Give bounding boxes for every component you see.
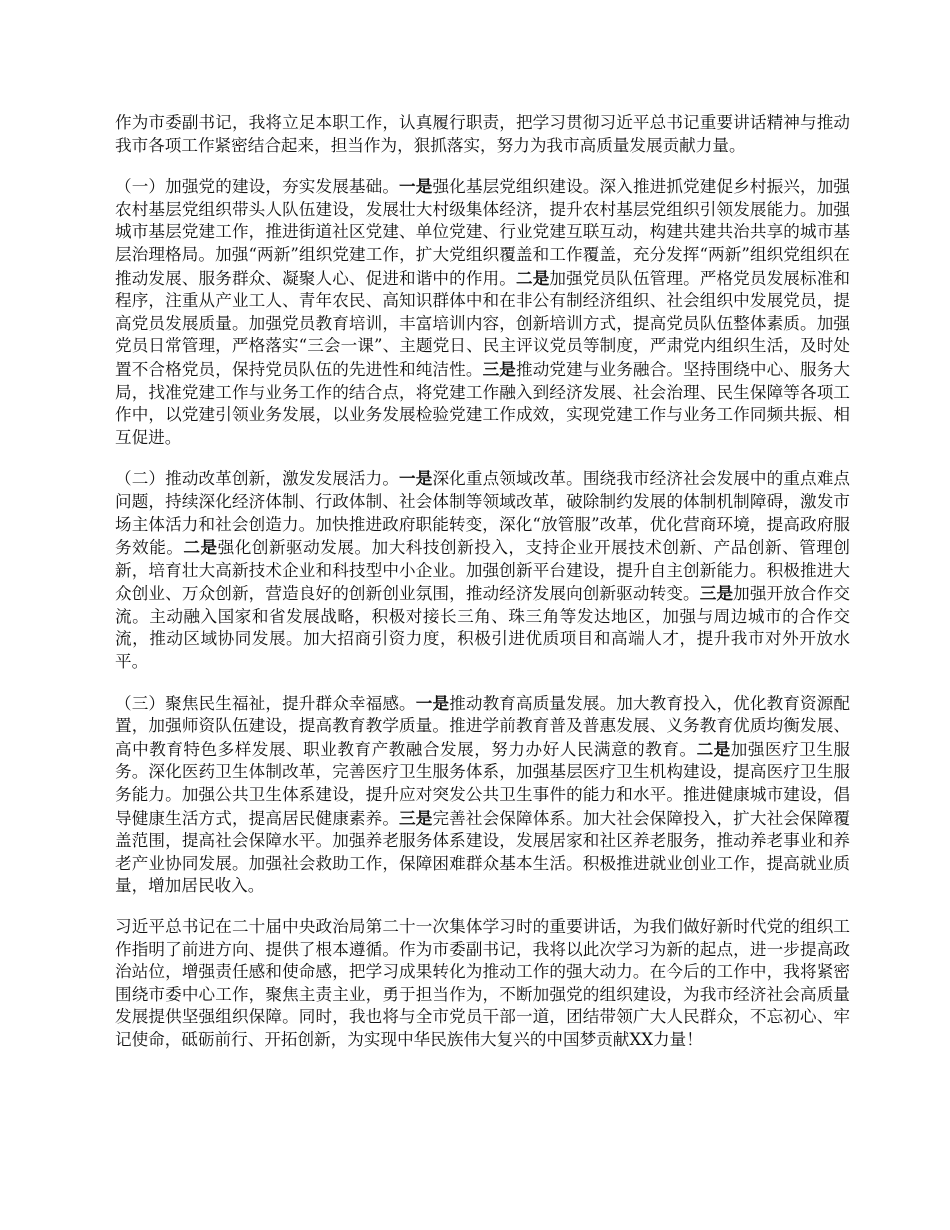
paragraph-section-3 [115,692,850,898]
paragraph-text: 加强医疗卫生服务。深化医药卫生体制改革，完善医疗卫生服务体系，加强基层医疗卫生机构建设，提高医疗卫生服务能力。加强公共卫生体系建设，提升应对突发公共卫生事件的能力和水平。推进健康城市建设，倡导健康生活方式，提高居民健康素养。 [115,739,851,828]
paragraph-section-1 [115,175,850,449]
bold-marker-first: 一是 [399,468,433,489]
paragraph-text: 加强党员队伍管理。严格党员发展标准和程序，注重从产业工人、青年农民、高知识群体中和在非公有制经济组织、社会组织中发展党员，提高党员发展质量。加强党员教育培训，丰富培训内容，创新培训方式，提高党员队伍整体素质。加强党员日常管理，严格落实“三会一课”、主题党日、民主评议党员等制度，严肃党内组织生活，及时处置不合格党员，保持党员队伍的先进性和纯洁性。 [115,268,851,379]
paragraph-text: 推动教育高质量发展。加大教育投入，优化教育资源配置，加强师资队伍建设，提高教育教学质量。推进学前教育普及普惠发展、义务教育优质均衡发展、高中教育特色多样发展、职业教育产教融合发展，努力办好人民满意的教育。 [115,693,851,759]
paragraph-text: 深化重点领域改革。围绕我市经济社会发展中的重点难点问题，持续深化经济体制、行政体制、社会体制等领域改革，破除制约发展的体制机制障碍，激发市场主体活力和社会创造力。加快推进政府职能转变，深化“放管服”改革，优化营商环境，提高政府服务效能。 [115,469,851,558]
paragraph-section-2 [115,467,850,673]
paragraph-text: 推动党建与业务融合。坚持围绕中心、服务大局，找准党建工作与业务工作的结合点，将党建工作融入到经济发展、社会治理、民生保障等各项工作中，以党建引领业务发展，以业务发展检验党建工作成效，实现党建工作与业务工作同频共振、相互促进。 [115,359,851,447]
paragraph-conclusion [115,916,850,1052]
section-heading-text: （三）聚焦民生福祉，提升群众幸福感。 [115,693,416,713]
paragraph-text: 强化基层党组织建设。深入推进抓党建促乡村振兴，加强农村基层党组织带头人队伍建设，发展壮大村级集体经济，提升农村基层党组织引领发展能力。加强城市基层党建工作，推进街道社区党建、单位党建、行业党建互联互动，构建共建共治共享的城市基层治理格局。加强“两新”组织党建工作，扩大党组织覆盖和工作覆盖，充分发挥“两新”组织党组织在推动发展、服务群众、凝聚人心、促进和谐中的作用。 [115,177,851,288]
paragraph-text: 加强开放合作交流。主动融入国家和省发展战略，积极对接长三角、珠三角等发达地区，加强与周边城市的合作交流，推动区域协同发展。加大招商引资力度，积极引进优质项目和高端人才，提升我市对外开放水平。 [115,584,851,672]
bold-marker-second: 二是 [515,267,550,288]
paragraph-text: 强化创新驱动发展。加大科技创新投入，支持企业开展技术创新、产品创新、管理创新，培育壮大高新技术企业和科技型中小企业。加强创新平台建设，提升自主创新能力。积极推进大众创业、万众创新，营造良好的创新创业氛围，推动经济发展向创新驱动转变。 [115,538,851,604]
bold-marker-first: 一是 [399,176,433,197]
paragraph-text: 习近平总书记在二十届中央政治局第二十一次集体学习时的重要讲话，为我们做好新时代党的组织工作指明了前进方向、提供了根本遵循。作为市委副书记，我将以此次学习为新的起点，进一步提高政治站位，增强责任感和使命感，把学习成果转化为推动工作的强大动力。在今后的工作中，我将紧密围绕市委中心工作，聚焦主责主业，勇于担当作为，不断加强党的组织建设，为我市经济社会高质量发展提供坚强组织保障。同时，我也将与全市党员干部一道，团结带领广大人民群众，不忘初心、牢记使命，砥砺前行、开拓创新，为实现中华民族伟大复兴的中国梦贡献XX力量！ [115,917,850,1049]
section-heading-text: （二）推动改革创新，激发发展活力。 [115,469,400,489]
bold-marker-second: 二是 [696,738,731,759]
paragraph-intro [115,112,850,157]
bold-marker-second: 二是 [183,537,218,558]
bold-marker-third: 三是 [399,807,433,828]
bold-marker-third: 三是 [699,583,734,604]
paragraph-text: 作为市委副书记，我将立足本职工作，认真履行职责，把学习贯彻习近平总书记重要讲话精神与推动我市各项工作紧密结合起来，担当作为，狠抓落实，努力为我市高质量发展贡献力量。 [115,113,850,155]
bold-marker-third: 三是 [482,358,516,379]
section-heading-text: （一）加强党的建设，夯实发展基础。 [115,177,400,197]
document-body [115,112,850,1052]
bold-marker-first: 一是 [415,692,450,713]
paragraph-text: 完善社会保障体系。加大社会保障投入，扩大社会保障覆盖范围，提高社会保障水平。加强养老服务体系建设，发展居家和社区养老服务，推动养老事业和养老产业协同发展。加强社会救助工作，保障困难群众基本生活。积极推进就业创业工作，提高就业质量，增加居民收入。 [115,808,851,896]
